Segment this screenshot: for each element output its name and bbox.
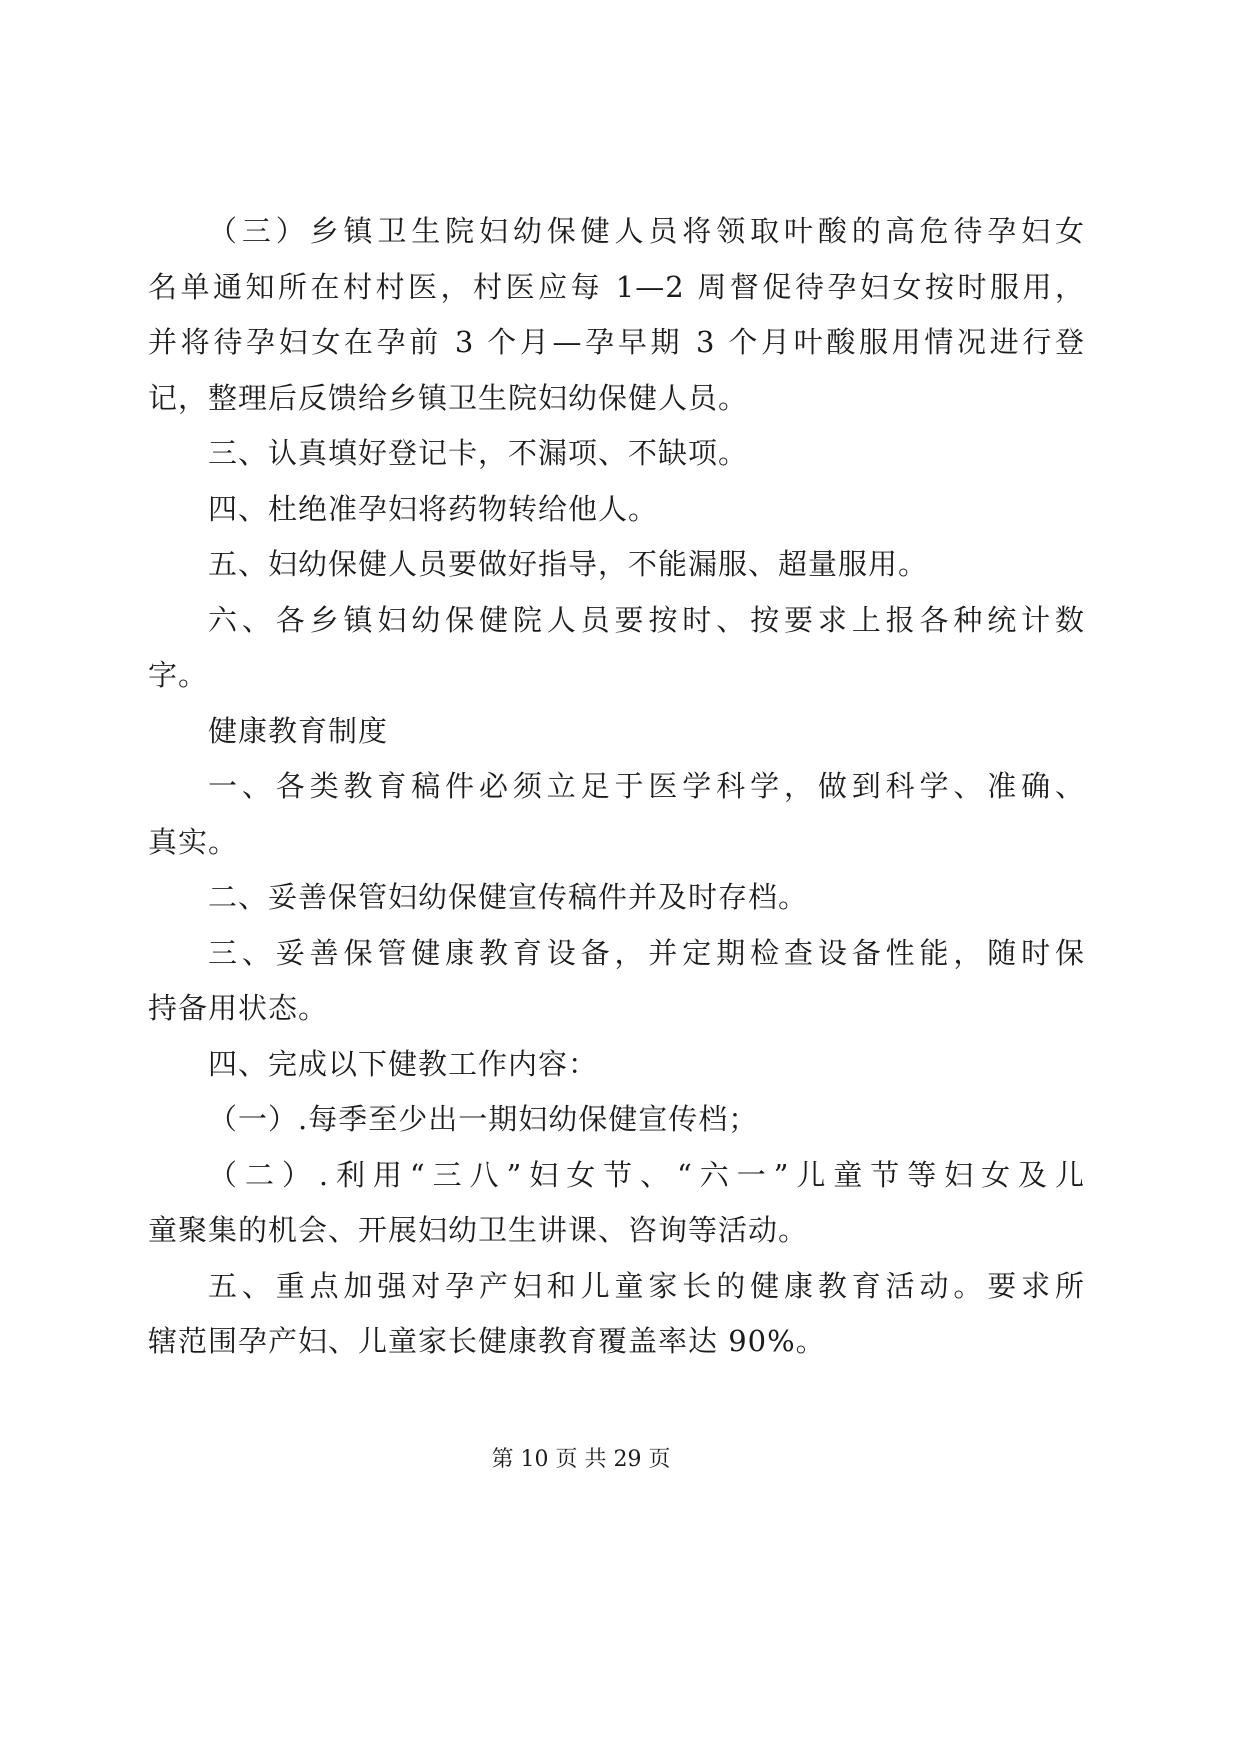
paragraph-line: 三、妥善保管健康教育设备，并定期检查设备性能，随时保 — [208, 935, 1085, 970]
paragraph-line: 五、妇幼保健人员要做好指导，不能漏服、超量服用。 — [208, 547, 929, 581]
section-title — [148, 704, 1085, 760]
paragraph-line: 四、杜绝准孕妇将药物转给他人。 — [208, 491, 659, 526]
section-title-text: 健康教育制度 — [208, 713, 389, 748]
paragraph-line: 字。 — [148, 658, 209, 692]
paragraph-line: 并将待孕妇女在孕前 3 个月—孕早期 3 个月叶酸服用情况进行登 — [148, 325, 1085, 359]
paragraph-item-2 — [148, 870, 1085, 926]
paragraph-subitem-1 — [148, 1092, 1085, 1148]
paragraph-item-5-focus — [148, 1259, 1085, 1370]
paragraph-item-1 — [148, 759, 1085, 870]
page-footer: 第 10 页 共 29 页 — [491, 1447, 671, 1472]
paragraph-line: 三、认真填好登记卡，不漏项、不缺项。 — [208, 436, 749, 470]
paragraph-line: 一、各类教育稿件必须立足于医学科学，做到科学、准确、 — [208, 769, 1085, 803]
paragraph-line: （三）乡镇卫生院妇幼保健人员将领取叶酸的高危待孕妇女 — [208, 214, 1085, 248]
paragraph-line: 六、各乡镇妇幼保健院人员要按时、按要求上报各种统计数 — [208, 602, 1085, 637]
body-text — [148, 204, 1085, 1370]
paragraph-folic-acid-followup — [148, 204, 1085, 426]
paragraph-line: （二）.利用“三八”妇女节、“六一”儿童节等妇女及儿 — [208, 1157, 1085, 1192]
paragraph-line: 记，整理后反馈给乡镇卫生院妇幼保健人员。 — [148, 380, 749, 415]
paragraph-item-3 — [148, 426, 1085, 482]
paragraph-line: 童聚集的机会、开展妇幼卫生讲课、咨询等活动。 — [148, 1213, 809, 1247]
paragraph-item-5 — [148, 537, 1085, 593]
paragraph-line: （一）.每季至少出一期妇幼保健宣传档； — [208, 1102, 759, 1136]
paragraph-line: 四、完成以下健教工作内容： — [208, 1046, 599, 1081]
paragraph-item-4-tasks — [148, 1037, 1085, 1093]
paragraph-line: 名单通知所在村村医，村医应每 1—2 周督促待孕妇女按时服用， — [148, 269, 1085, 304]
paragraph-item-4 — [148, 482, 1085, 538]
paragraph-item-3-equipment — [148, 926, 1085, 1037]
paragraph-line: 二、妥善保管妇幼保健宣传稿件并及时存档。 — [208, 880, 809, 914]
paragraph-item-6 — [148, 593, 1085, 704]
paragraph-subitem-2 — [148, 1148, 1085, 1259]
paragraph-line: 持备用状态。 — [148, 991, 329, 1025]
paragraph-line: 五、重点加强对孕产妇和儿童家长的健康教育活动。要求所 — [208, 1268, 1085, 1303]
paragraph-line: 辖范围孕产妇、儿童家长健康教育覆盖率达 90%。 — [148, 1324, 826, 1358]
paragraph-line: 真实。 — [148, 824, 239, 859]
